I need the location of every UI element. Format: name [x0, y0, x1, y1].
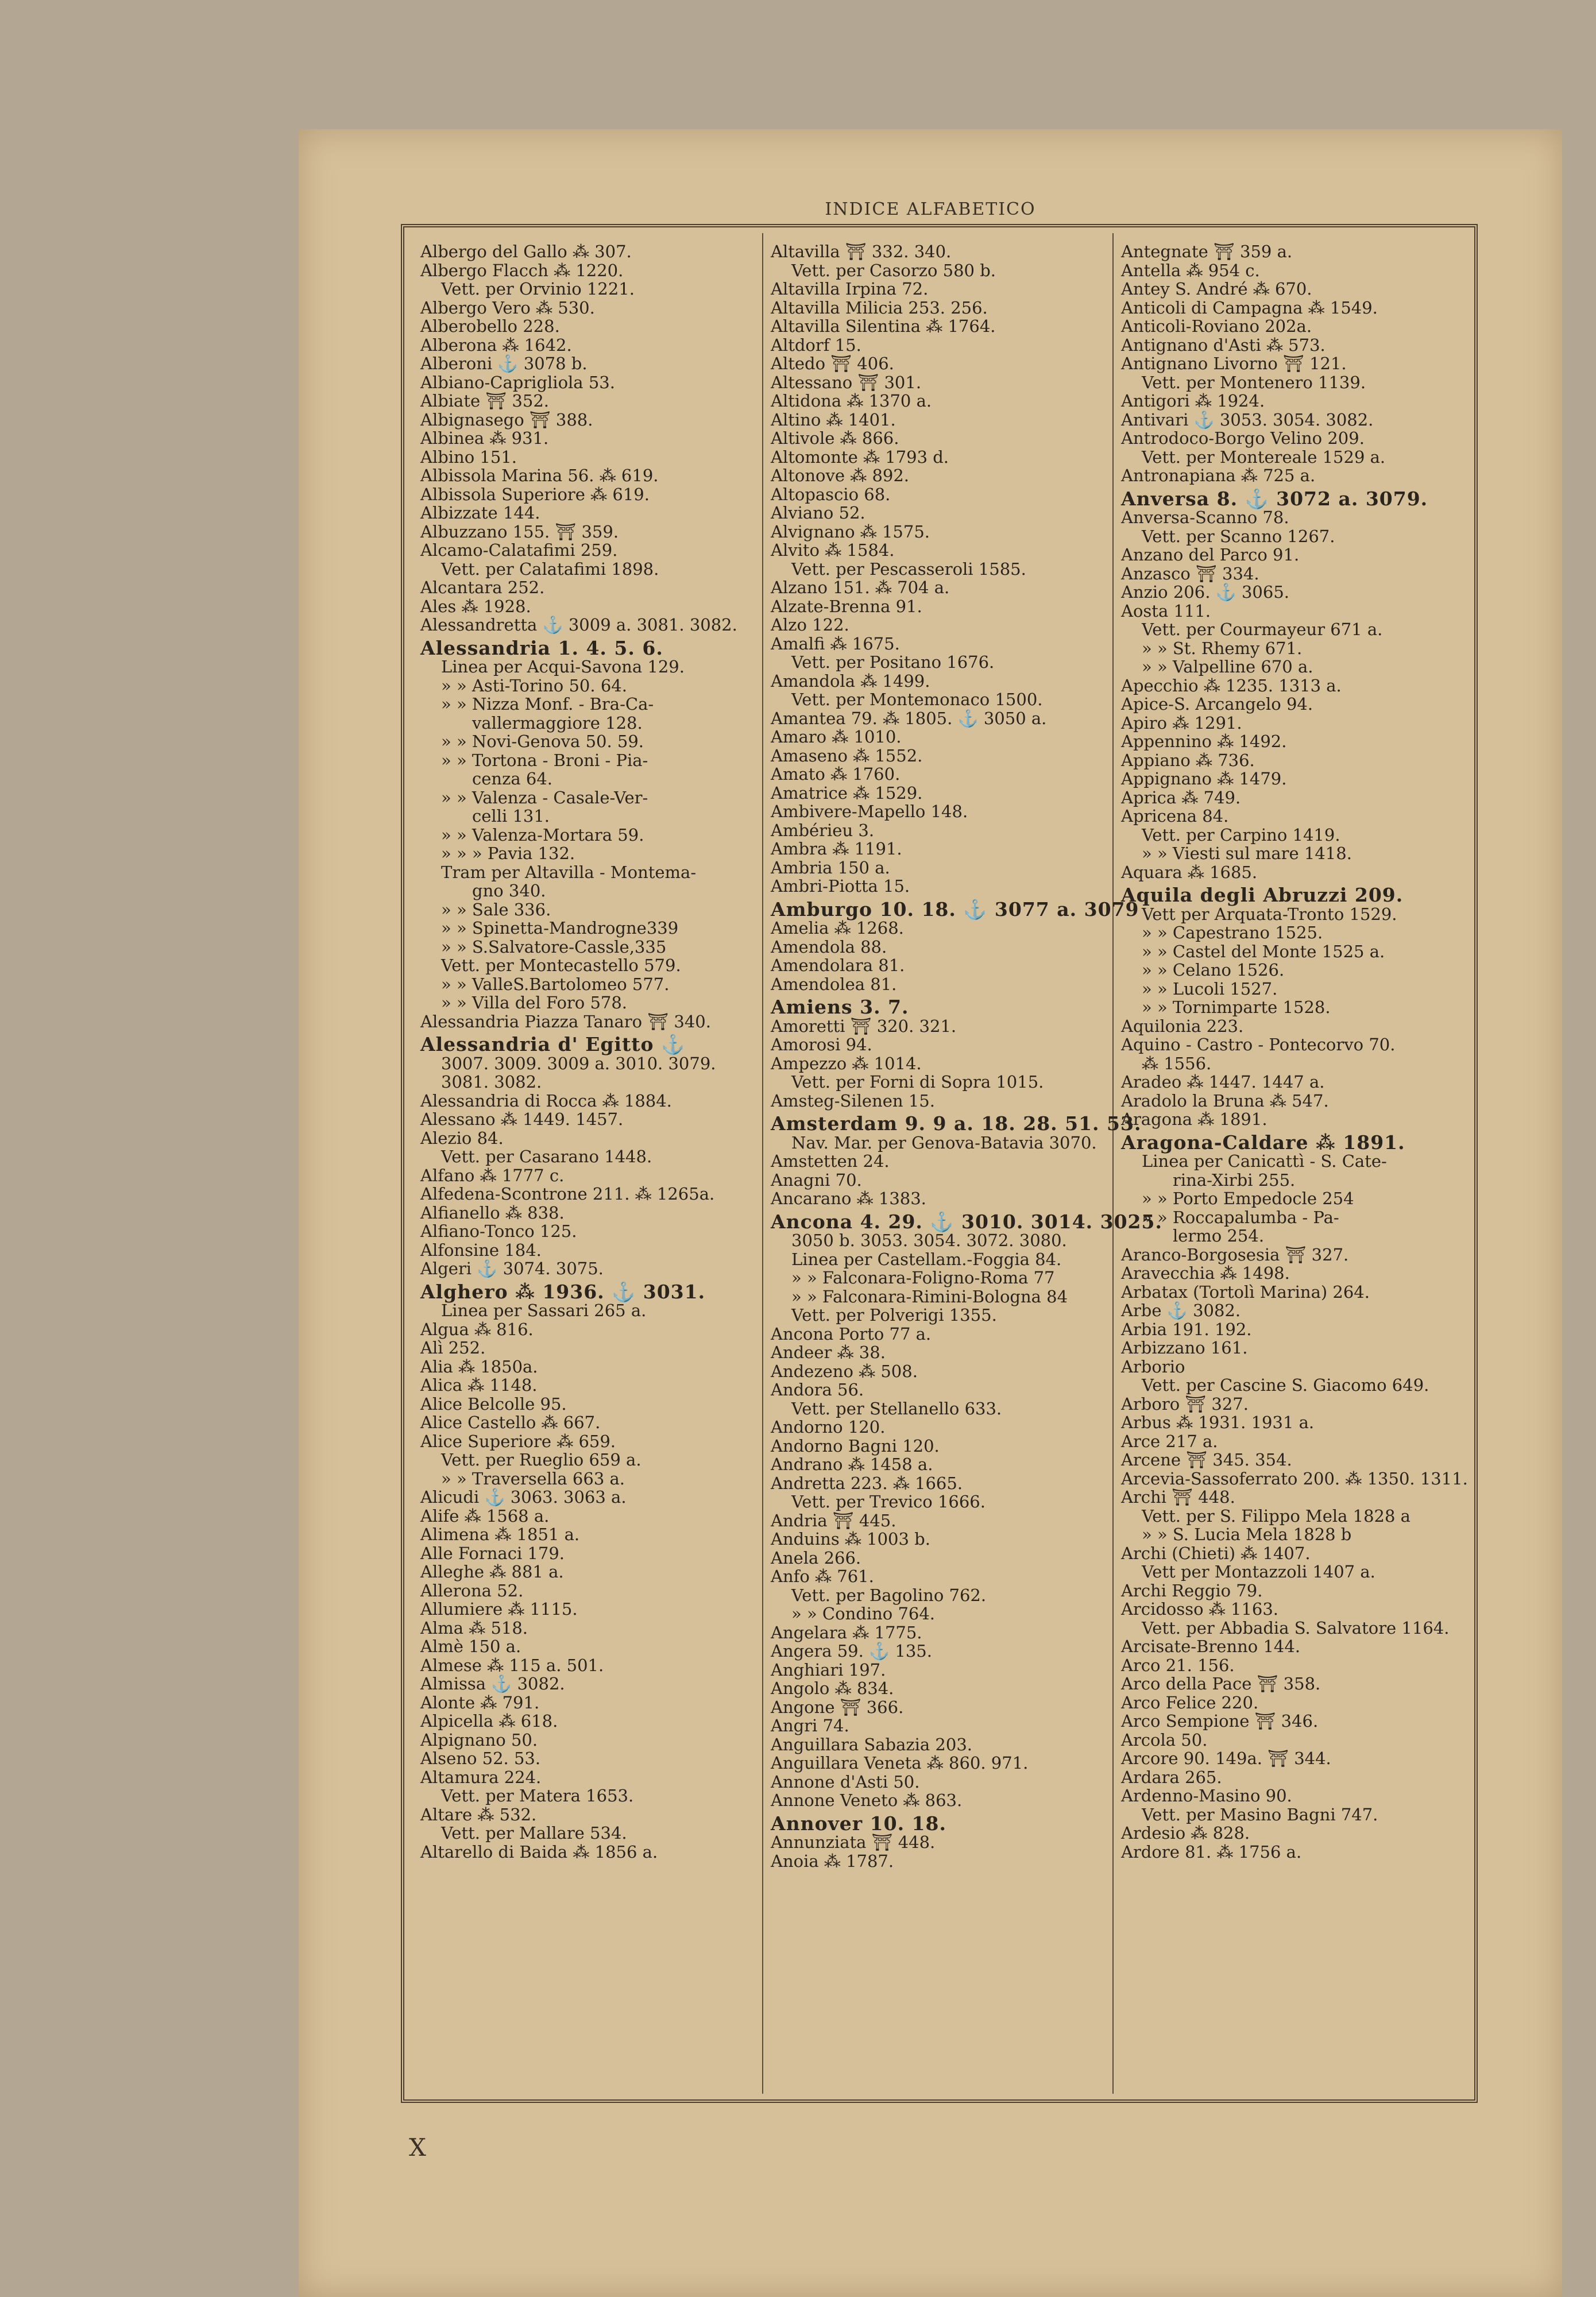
index-entry: » » Villa del Foro 578. [441, 993, 628, 1012]
index-entry: Anghiari 197. [771, 1660, 886, 1680]
index-entry: Vett. per Trevico 1666. [791, 1492, 986, 1511]
index-entry: Almè 150 a. [420, 1637, 521, 1656]
index-entry: Anguillara Veneta ⁂ 860. 971. [771, 1753, 1029, 1773]
index-entry: Arco Sempione ⛩ 346. [1121, 1711, 1319, 1731]
index-entry: Anticoli-Roviano 202a. [1121, 316, 1312, 336]
index-entry: Albiate ⛩ 352. [420, 391, 549, 411]
index-entry: Altivole ⁂ 866. [771, 428, 899, 448]
index-entry: Aradeo ⁂ 1447. 1447 a. [1121, 1072, 1325, 1092]
index-entry: Amantea 79. ⁂ 1805. ⚓ 3050 a. [771, 708, 1047, 728]
index-entry: Apice-S. Arcangelo 94. [1121, 694, 1313, 714]
index-heading-entry: Ancona 4. 29. ⚓ 3010. 3014. 3025. [771, 1210, 1162, 1233]
index-entry: Apricena 84. [1121, 806, 1229, 826]
index-entry: Appignano ⁂ 1479. [1121, 769, 1287, 788]
index-entry: Antivari ⚓ 3053. 3054. 3082. [1121, 409, 1374, 430]
index-entry: » » St. Rhemy 671. [1142, 638, 1303, 658]
index-entry: Anticoli di Campagna ⁂ 1549. [1121, 297, 1378, 318]
index-heading-entry: Amsterdam 9. 9 a. 18. 28. 51. 53. [771, 1112, 1142, 1135]
index-entry: Arcene ⛩ 345. 354. [1121, 1450, 1292, 1470]
index-entry: » » Valenza - Casale-Ver- [441, 787, 648, 807]
index-entry: Antey S. André ⁂ 670. [1121, 279, 1312, 299]
index-entry: Alfedena-Scontrone 211. ⁂ 1265a. [420, 1184, 715, 1204]
index-entry: Aranco-Borgosesia ⛩ 327. [1121, 1244, 1349, 1264]
index-entry: Arbatax (Tortolì Marina) 264. [1121, 1282, 1370, 1302]
index-entry: celli 131. [472, 806, 550, 826]
index-entry: » » Nizza Monf. - Bra-Ca- [441, 694, 654, 714]
index-entry: Aquara ⁂ 1685. [1121, 862, 1258, 882]
index-entry: Arce 217 a. [1121, 1431, 1218, 1451]
index-entry: Apecchio ⁂ 1235. 1313 a. [1121, 675, 1342, 695]
index-entry: Linea per Canicattì - S. Cate- [1142, 1151, 1387, 1171]
index-entry: Albino 151. [420, 447, 517, 467]
index-entry: Anversa-Scanno 78. [1121, 508, 1289, 527]
index-entry: Amandola ⁂ 1499. [771, 671, 930, 691]
index-entry: Alberobello 228. [420, 316, 560, 336]
index-entry: Altessano ⛩ 301. [771, 372, 922, 392]
index-entry: Arco 21. 156. [1121, 1655, 1235, 1675]
index-entry: Alessano ⁂ 1449. 1457. [420, 1109, 624, 1129]
index-entry: Ambivere-Mapello 148. [771, 802, 968, 821]
index-entry: Aquino - Castro - Pontecorvo 70. [1121, 1035, 1396, 1054]
index-entry: Andrano ⁂ 1458 a. [771, 1455, 933, 1474]
page-title: INDICE ALFABETICO [825, 199, 1036, 219]
index-entry: Ambri-Piotta 15. [771, 876, 910, 896]
index-entry: Annone d'Asti 50. [771, 1772, 920, 1792]
index-entry: Antella ⁂ 954 c. [1121, 260, 1260, 280]
index-entry: Antignano Livorno ⛩ 121. [1121, 354, 1347, 373]
index-entry: Vett. per Masino Bagni 747. [1142, 1804, 1378, 1824]
index-entry: Alcamo-Calatafimi 259. [420, 540, 618, 560]
index-entry: Albizzate 144. [420, 503, 540, 523]
index-entry: Almissa ⚓ 3082. [420, 1674, 565, 1693]
index-entry: Angone ⛩ 366. [771, 1697, 904, 1717]
index-entry: Vett. per Casarano 1448. [441, 1147, 652, 1166]
index-entry: Annunziata ⛩ 448. [771, 1832, 936, 1852]
index-entry: Alcantara 252. [420, 578, 545, 597]
index-entry: Arcidosso ⁂ 1163. [1121, 1599, 1279, 1619]
index-entry: Ardara 265. [1121, 1767, 1222, 1787]
index-entry: Ales ⁂ 1928. [420, 596, 531, 616]
index-entry: Vett. per Montereale 1529 a. [1142, 447, 1386, 467]
index-entry: 3007. 3009. 3009 a. 3010. 3079. [441, 1053, 716, 1073]
index-entry: Almese ⁂ 115 a. 501. [420, 1655, 604, 1675]
index-column-3 [1121, 242, 1468, 2086]
index-entry: Amorosi 94. [771, 1035, 872, 1054]
index-entry: Tram per Altavilla - Montema- [441, 862, 697, 882]
index-entry: Amaro ⁂ 1010. [771, 727, 902, 747]
index-entry: Anagni 70. [771, 1170, 862, 1190]
index-entry: Aravecchia ⁂ 1498. [1121, 1263, 1290, 1283]
index-entry: Albissola Superiore ⁂ 619. [420, 484, 650, 504]
index-entry: Vett. per Rueglio 659 a. [441, 1450, 642, 1470]
index-entry: Altonove ⁂ 892. [771, 466, 910, 485]
index-entry: » » Roccapalumba - Pa- [1142, 1207, 1339, 1227]
index-entry: Altino ⁂ 1401. [771, 409, 896, 430]
index-entry: Alfano ⁂ 1777 c. [420, 1165, 565, 1185]
index-entry: Linea per Sassari 265 a. [441, 1301, 647, 1320]
index-entry: » » Condino 764. [791, 1604, 936, 1623]
index-entry: Apiro ⁂ 1291. [1121, 713, 1242, 733]
index-entry: Albignasego ⛩ 388. [420, 409, 593, 430]
index-entry: Alzate-Brenna 91. [771, 596, 922, 616]
index-entry: Vett. per Montemonaco 1500. [791, 690, 1043, 709]
index-heading-entry: Aquila degli Abruzzi 209. [1121, 884, 1404, 906]
index-entry: Amalfi ⁂ 1675. [771, 633, 900, 653]
index-entry: Andria ⛩ 445. [771, 1510, 896, 1530]
index-entry: Vett. per Carpino 1419. [1142, 825, 1340, 845]
index-entry: Ampezzo ⁂ 1014. [771, 1053, 922, 1073]
index-entry: Altavilla Irpina 72. [771, 279, 929, 299]
index-entry: » » Falconara-Foligno-Roma 77 [791, 1268, 1055, 1287]
index-entry: Ardenno-Masino 90. [1121, 1786, 1292, 1805]
index-entry: Andora 56. [771, 1380, 864, 1399]
index-entry: Alzano 151. ⁂ 704 a. [771, 578, 950, 597]
index-entry: Alicudi ⚓ 3063. 3063 a. [420, 1487, 627, 1507]
index-entry: Linea per Castellam.-Foggia 84. [791, 1249, 1062, 1269]
index-entry: Andorno Bagni 120. [771, 1436, 940, 1456]
index-entry: Alia ⁂ 1850a. [420, 1356, 538, 1376]
index-entry: 3050 b. 3053. 3054. 3072. 3080. [791, 1231, 1067, 1250]
index-entry: cenza 64. [472, 769, 552, 788]
index-entry: Arbus ⁂ 1931. 1931 a. [1121, 1413, 1315, 1432]
index-entry: Amstetten 24. [771, 1151, 890, 1171]
index-entry: Alì 252. [420, 1338, 486, 1358]
index-entry: Amendolara 81. [771, 956, 905, 975]
index-entry: Altavilla Milicia 253. 256. [771, 297, 988, 318]
index-entry: Archi ⛩ 448. [1121, 1487, 1235, 1507]
index-entry: Altidona ⁂ 1370 a. [771, 391, 932, 411]
index-entry: Aragona ⁂ 1891. [1121, 1109, 1267, 1129]
index-entry: Antigori ⁂ 1924. [1121, 391, 1265, 411]
index-entry: Altomonte ⁂ 1793 d. [771, 447, 949, 467]
index-entry: Anduins ⁂ 1003 b. [771, 1529, 930, 1549]
index-entry: Amelia ⁂ 1268. [771, 918, 904, 938]
index-entry: Alvito ⁂ 1584. [771, 540, 895, 560]
index-entry: Altdorf 15. [771, 335, 861, 355]
index-entry: Alica ⁂ 1148. [420, 1375, 538, 1395]
index-entry: Andezeno ⁂ 508. [771, 1361, 918, 1381]
index-entry: Algua ⁂ 816. [420, 1319, 534, 1339]
index-entry: » » Capestrano 1525. [1142, 923, 1323, 942]
index-entry: Alice Castello ⁂ 667. [420, 1413, 601, 1432]
index-entry: Aprica ⁂ 749. [1121, 787, 1241, 807]
index-entry: Alezio 84. [420, 1128, 504, 1148]
index-heading-entry: Alghero ⁂ 1936. ⚓ 3031. [420, 1280, 706, 1303]
index-entry: Ancarano ⁂ 1383. [771, 1189, 926, 1208]
index-entry: Alfiano-Tonco 125. [420, 1221, 577, 1241]
index-entry: Albissola Marina 56. ⁂ 619. [420, 466, 659, 485]
index-entry: Alberona ⁂ 1642. [420, 335, 572, 355]
index-entry: » » S. Lucia Mela 1828 b [1142, 1525, 1352, 1544]
index-entry: Alseno 52. 53. [420, 1749, 541, 1768]
index-entry: Aradolo la Bruna ⁂ 547. [1121, 1091, 1329, 1111]
index-entry: Alonte ⁂ 791. [420, 1692, 540, 1712]
index-heading-entry: Amburgo 10. 18. ⚓ 3077 a. 3079 [771, 898, 1139, 921]
index-entry: Arbe ⚓ 3082. [1121, 1301, 1241, 1320]
index-entry: Allumiere ⁂ 1115. [420, 1599, 578, 1619]
index-entry: Altedo ⛩ 406. [771, 354, 894, 373]
index-entry: Antrodoco-Borgo Velino 209. [1121, 428, 1365, 448]
index-entry: Alpicella ⁂ 618. [420, 1711, 558, 1731]
index-entry: Albergo del Gallo ⁂ 307. [420, 242, 632, 261]
index-entry: Linea per Acqui-Savona 129. [441, 657, 685, 676]
index-entry: » » Castel del Monte 1525 a. [1142, 941, 1385, 961]
index-entry: Albergo Flacch ⁂ 1220. [420, 260, 624, 280]
index-entry: Vett. per Polverigi 1355. [791, 1305, 997, 1325]
index-heading-entry: Aragona-Caldare ⁂ 1891. [1121, 1131, 1405, 1154]
index-entry: Ambra ⁂ 1191. [771, 839, 902, 859]
index-entry: Altavilla ⛩ 332. 340. [771, 242, 952, 261]
index-entry: » » Tortona - Broni - Pia- [441, 750, 648, 770]
index-entry: » » Asti-Torino 50. 64. [441, 675, 627, 695]
index-entry: Algeri ⚓ 3074. 3075. [420, 1259, 604, 1278]
index-entry: Angelara ⁂ 1775. [771, 1622, 922, 1642]
index-entry: Arcore 90. 149a. ⛩ 344. [1121, 1749, 1331, 1768]
index-entry: Vett. per Courmayeur 671 a. [1142, 620, 1383, 639]
index-entry: » » Tornimparte 1528. [1142, 997, 1331, 1017]
index-entry: Alleghe ⁂ 881 a. [420, 1562, 564, 1581]
index-entry: Arcisate-Brenno 144. [1121, 1637, 1301, 1656]
index-entry: Altopascio 68. [771, 484, 891, 504]
index-entry: Vett. per Orvinio 1221. [441, 279, 635, 299]
index-entry: Alle Fornaci 179. [420, 1543, 565, 1563]
index-entry: Alberoni ⚓ 3078 b. [420, 354, 588, 373]
index-entry: Arco Felice 220. [1121, 1692, 1259, 1712]
index-entry: Vett. per Forni di Sopra 1015. [791, 1072, 1044, 1092]
index-entry: Andeer ⁂ 38. [771, 1343, 886, 1362]
index-entry: Arcola 50. [1121, 1730, 1208, 1750]
index-entry: Alvignano ⁂ 1575. [771, 521, 930, 542]
index-entry: » » » Pavia 132. [441, 844, 575, 863]
index-entry: Vett. per Calatafimi 1898. [441, 559, 659, 579]
column-divider [1112, 233, 1114, 2094]
index-entry: Vett. per Cascine S. Giacomo 649. [1142, 1375, 1429, 1395]
index-entry: Antronapiana ⁂ 725 a. [1121, 466, 1316, 485]
index-entry: Arco della Pace ⛩ 358. [1121, 1674, 1321, 1693]
index-entry: Amato ⁂ 1760. [771, 764, 901, 784]
index-entry: Archi (Chieti) ⁂ 1407. [1121, 1543, 1311, 1563]
index-entry: Ardore 81. ⁂ 1756 a. [1121, 1842, 1302, 1862]
index-entry: Vett per Montazzoli 1407 a. [1142, 1562, 1375, 1581]
index-entry: Vett per Arquata-Tronto 1529. [1142, 904, 1397, 924]
index-entry: Alfonsine 184. [420, 1240, 542, 1260]
index-entry: Alice Superiore ⁂ 659. [420, 1431, 616, 1451]
index-entry: Altare ⁂ 532. [420, 1804, 537, 1824]
index-entry: Angri 74. [771, 1716, 849, 1735]
index-entry: Amatrice ⁂ 1529. [771, 783, 923, 803]
index-entry: Anzio 206. ⚓ 3065. [1121, 582, 1289, 602]
index-entry: Vett. per Stellanello 633. [791, 1398, 1002, 1418]
index-entry: » » Porto Empedocle 254 [1142, 1189, 1354, 1208]
index-entry: Albiano-Caprigliola 53. [420, 372, 615, 392]
column-divider [762, 233, 763, 2094]
index-entry: » » ValleS.Bartolomeo 577. [441, 974, 670, 994]
index-entry: » » Sale 336. [441, 899, 551, 919]
index-entry: rina-Xirbi 255. [1173, 1170, 1296, 1190]
index-entry: » » Traversella 663 a. [441, 1468, 625, 1488]
index-entry: Altarello di Baida ⁂ 1856 a. [420, 1842, 658, 1862]
index-entry: Alpignano 50. [420, 1730, 538, 1750]
index-entry: Albinea ⁂ 931. [420, 428, 549, 448]
index-entry: Alviano 52. [771, 503, 865, 523]
index-entry: Albuzzano 155. ⛩ 359. [420, 521, 619, 542]
index-entry: Andorno 120. [771, 1417, 886, 1437]
index-entry: » » Spinetta-Mandrogne339 [441, 918, 679, 938]
index-entry: Antegnate ⛩ 359 a. [1121, 242, 1293, 261]
index-entry: Amoretti ⛩ 320. 321. [771, 1016, 957, 1036]
index-entry: Anoia ⁂ 1787. [771, 1851, 894, 1871]
index-entry: Arborio [1121, 1356, 1185, 1376]
index-entry: » » Valenza-Mortara 59. [441, 825, 644, 845]
index-entry: » » Falconara-Rimini-Bologna 84 [791, 1286, 1068, 1306]
index-heading-entry: Alessandria 1. 4. 5. 6. [420, 636, 663, 659]
index-entry: » » Viesti sul mare 1418. [1142, 844, 1352, 863]
index-entry: Amaseno ⁂ 1552. [771, 745, 923, 765]
index-entry: Vett. per Mallare 534. [441, 1823, 627, 1843]
index-entry: Allerona 52. [420, 1580, 524, 1600]
index-entry: Ambria 150 a. [771, 857, 890, 877]
index-entry: Alife ⁂ 1568 a. [420, 1506, 550, 1526]
index-entry: Archi Reggio 79. [1121, 1580, 1263, 1600]
index-entry: » » S.Salvatore-Cassle,335 [441, 937, 667, 957]
index-entry: » » Lucoli 1527. [1142, 979, 1278, 999]
index-entry: » » Celano 1526. [1142, 960, 1285, 980]
index-page [299, 129, 1562, 2297]
index-entry: Andretta 223. ⁂ 1665. [771, 1473, 963, 1493]
index-entry: Amsteg-Silenen 15. [771, 1091, 935, 1111]
index-entry: Vett. per Scanno 1267. [1142, 526, 1335, 546]
index-entry: lermo 254. [1173, 1226, 1265, 1246]
index-entry: Amendola 88. [771, 937, 887, 957]
index-entry: Ardesio ⁂ 828. [1121, 1823, 1250, 1843]
index-entry: Alimena ⁂ 1851 a. [420, 1525, 580, 1544]
index-entry: Aquilonia 223. [1121, 1016, 1244, 1036]
index-entry: Vett. per Casorzo 580 b. [791, 260, 996, 280]
index-entry: Vett. per Montecastello 579. [441, 956, 681, 975]
index-entry: Vett. per Bagolino 762. [791, 1585, 987, 1605]
index-heading-entry: Annover 10. 18. [771, 1812, 946, 1835]
index-entry: Vett. per Matera 1653. [441, 1786, 634, 1805]
index-entry: Vett. per Abbadia S. Salvatore 1164. [1142, 1618, 1450, 1638]
index-entry: vallermaggiore 128. [472, 713, 643, 733]
index-entry: Ancona Porto 77 a. [771, 1324, 932, 1344]
index-entry: Arbia 191. 192. [1121, 1319, 1252, 1339]
index-entry: Altavilla Silentina ⁂ 1764. [771, 316, 996, 336]
page-number: X [409, 2133, 426, 2161]
index-entry: Vett. per Montenero 1139. [1142, 372, 1366, 392]
index-entry: Alzo 122. [771, 615, 849, 635]
index-entry: Anela 266. [771, 1548, 861, 1568]
index-entry: ⁂ 1556. [1142, 1053, 1212, 1073]
index-entry: Arboro ⛩ 327. [1121, 1394, 1249, 1414]
index-entry: » » Novi-Genova 50. 59. [441, 732, 644, 751]
index-entry: Vett. per S. Filippo Mela 1828 a [1142, 1506, 1410, 1526]
index-entry: gno 340. [472, 881, 546, 900]
index-entry: Alessandria Piazza Tanaro ⛩ 340. [420, 1011, 711, 1031]
index-column-1 [420, 242, 759, 2086]
index-entry: Angolo ⁂ 834. [771, 1679, 894, 1698]
index-heading-entry: Anversa 8. ⚓ 3072 a. 3079. [1121, 487, 1428, 510]
index-entry: Alma ⁂ 518. [420, 1618, 528, 1638]
index-entry: Vett. per Positano 1676. [791, 652, 995, 672]
index-entry: Appennino ⁂ 1492. [1121, 732, 1287, 751]
index-entry: Vett. per Pescasseroli 1585. [791, 559, 1026, 579]
index-entry: Anzano del Parco 91. [1121, 545, 1300, 564]
index-entry: Ambérieu 3. [771, 820, 875, 840]
index-entry: Anfo ⁂ 761. [771, 1567, 874, 1586]
index-entry: Albergo Vero ⁂ 530. [420, 297, 595, 318]
index-entry: Alice Belcolle 95. [420, 1394, 567, 1414]
index-entry: Aosta 111. [1121, 601, 1211, 621]
index-entry: Altamura 224. [420, 1767, 542, 1787]
index-entry: Alfianello ⁂ 838. [420, 1202, 565, 1223]
index-entry: Nav. Mar. per Genova-Batavia 3070. [791, 1132, 1097, 1153]
index-entry: Arcevia-Sassoferrato 200. ⁂ 1350. 1311. [1121, 1468, 1468, 1488]
index-entry: Antignano d'Asti ⁂ 573. [1121, 335, 1326, 355]
index-entry: Annone Veneto ⁂ 863. [771, 1791, 963, 1810]
index-entry: Anzasco ⛩ 334. [1121, 563, 1259, 583]
index-entry: Arbizzano 161. [1121, 1338, 1248, 1358]
index-entry: Alessandria di Rocca ⁂ 1884. [420, 1091, 672, 1111]
index-entry: Anguillara Sabazia 203. [771, 1734, 972, 1754]
index-entry: Angera 59. ⚓ 135. [771, 1641, 932, 1661]
index-entry: Appiano ⁂ 736. [1121, 750, 1255, 770]
index-heading-entry: Amiens 3. 7. [771, 996, 909, 1018]
index-frame [401, 224, 1478, 2103]
index-entry: Amendolea 81. [771, 974, 897, 994]
index-entry: » » Valpelline 670 a. [1142, 657, 1313, 676]
index-entry: Alessandretta ⚓ 3009 a. 3081. 3082. [420, 615, 737, 635]
index-heading-entry: Alessandria d' Egitto ⚓ [420, 1033, 686, 1055]
index-entry: 3081. 3082. [441, 1072, 542, 1092]
